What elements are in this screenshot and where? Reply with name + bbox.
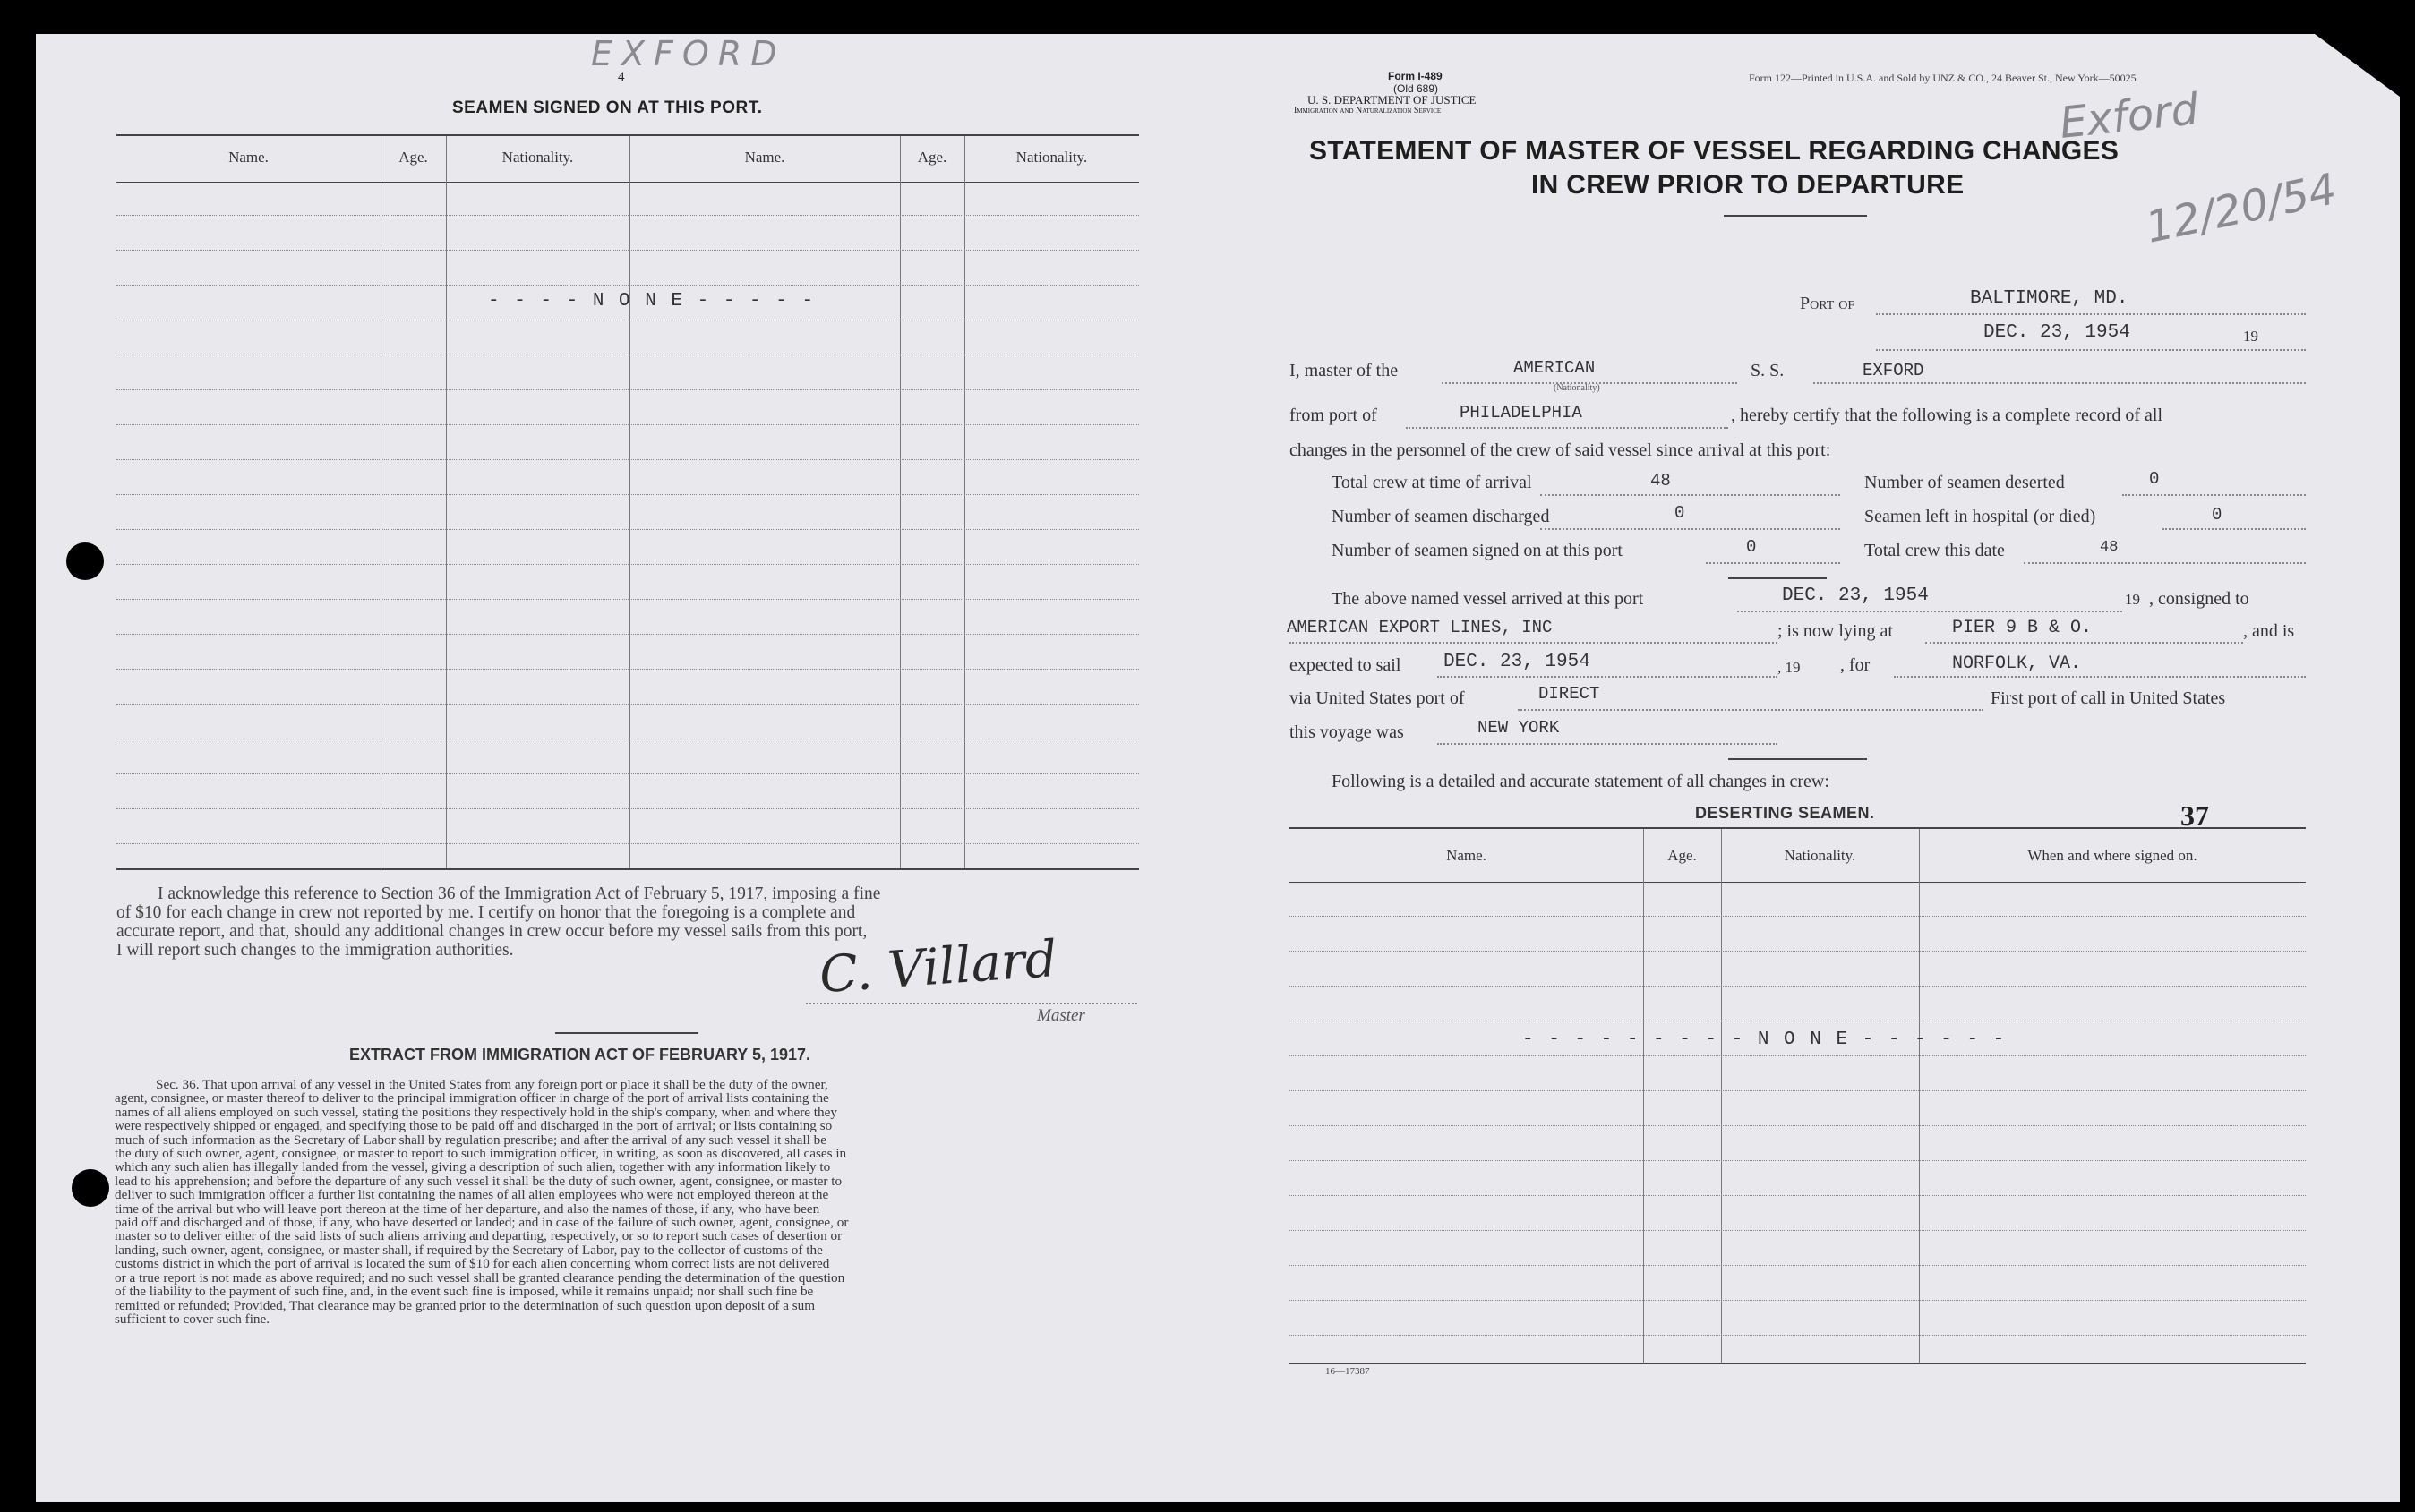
left-header-name-1: Name. [228, 149, 269, 166]
lying-label: ; is now lying at [1777, 621, 1893, 641]
form-old-number: (Old 689) [1393, 82, 1439, 95]
for-label: , for [1840, 655, 1871, 675]
right-table-top-rule [1289, 827, 2306, 829]
total-this-date-label: Total crew this date [1864, 541, 2005, 560]
table-row-line [116, 285, 1139, 286]
table-row-line [1289, 951, 2306, 952]
discharged-value: 0 [1674, 503, 1685, 523]
column-divider [1643, 829, 1644, 1363]
table-row-line [116, 669, 1139, 670]
table-row-line [116, 773, 1139, 774]
folded-corner [2315, 34, 2400, 97]
ss-label: S. S. [1751, 361, 1785, 380]
top-mark: 4 [618, 70, 625, 84]
first-port-label: First port of call in United States [1991, 688, 2226, 708]
extract-line: sufficient to cover such fine. [115, 1311, 270, 1327]
column-divider [446, 136, 447, 868]
form-number: Form I-489 [1388, 70, 1443, 82]
ack-line: accurate report, and that, should any additional changes in crew occur before my vessel sails from this port, [116, 922, 868, 941]
table-row-line [1289, 1090, 2306, 1091]
extract-line: were respectively shipped or engaged, and specifying those to be paid off and discharged in the port of arrival; or lists containing so [115, 1118, 833, 1134]
table-row-line [1289, 1335, 2306, 1336]
extract-line: which any such alien has illegally landed from the vessel, giving a description of such alien, together with any information likely to [115, 1159, 831, 1175]
department-name: U. S. DEPARTMENT OF JUSTICE [1307, 93, 1477, 107]
extract-line: remitted or refunded; Provided, That clearance may be granted prior to the determination of such question upon deposit of a sum [115, 1297, 816, 1313]
following-text: Following is a detailed and accurate statement of all changes in crew: [1332, 772, 1829, 791]
discharged-label: Number of seamen discharged [1332, 507, 1550, 526]
extract-line: the duty of such owner, agent, consignee, or master to report to such immigration officer, in writing, as soon as discovered, all cases in [115, 1146, 847, 1162]
extract-line: much of such information as the Secretary of Labor shall by regulation prescribe; and after the arrival of any such vessel it shall be [115, 1132, 826, 1148]
field-line [1437, 676, 1777, 678]
field-line [1518, 709, 1983, 711]
master-signature: C. Villard [818, 929, 1059, 1005]
column-divider [900, 136, 901, 868]
field-line [1706, 562, 1840, 564]
changes-text: changes in the personnel of the crew of said vessel since arrival at this port: [1289, 440, 1831, 460]
for-value: NORFOLK, VA. [1952, 653, 2082, 674]
hospital-label: Seamen left in hospital (or died) [1864, 507, 2096, 526]
hospital-value: 0 [2212, 505, 2222, 525]
extract-line: names of all aliens employed on such vessel, stating the positions they respectively hold in the ship's company, when and where they [115, 1104, 837, 1120]
arrived-suffix: 19 [2125, 591, 2140, 608]
deserting-seamen-title: DESERTING SEAMEN. [1695, 804, 1875, 822]
left-header-age-1: Age. [398, 149, 428, 166]
table-row-line [1289, 1195, 2306, 1196]
table-row-line [116, 634, 1139, 635]
signed-on-value: 0 [1746, 537, 1757, 557]
right-header-nationality: Nationality. [1784, 847, 1856, 864]
table-row-line [116, 459, 1139, 460]
ack-line: I acknowledge this reference to Section 36 of the Immigration Act of February 5, 1917, imposing a fine [158, 884, 881, 903]
deserted-value: 0 [2149, 469, 2160, 489]
field-line [1540, 494, 1840, 496]
deserted-label: Number of seamen deserted [1864, 473, 2065, 492]
form-title-line-2: IN CREW PRIOR TO DEPARTURE [1531, 170, 1965, 200]
expected-suffix: , 19 [1777, 659, 1801, 676]
from-port-field-line [1406, 427, 1728, 429]
signature-line [806, 1003, 1137, 1004]
total-crew-arrival-label: Total crew at time of arrival [1332, 473, 1532, 492]
date-field-line [1876, 349, 2306, 351]
table-row-line [116, 389, 1139, 390]
nationality-caption: (Nationality) [1554, 383, 1600, 393]
arrived-label: The above named vessel arrived at this port [1332, 589, 1644, 609]
handwritten-vessel-name-right: Exford [2057, 84, 2201, 149]
extract-line: master so to deliver either of the said lists of such aliens arriving and departing, respectively, or so to report such cases of desertion or [115, 1228, 843, 1244]
section-divider [1728, 577, 1827, 579]
via-label: via United States port of [1289, 688, 1465, 708]
section-divider [1728, 758, 1867, 760]
field-line [1540, 528, 1840, 530]
extract-line: Sec. 36. That upon arrival of any vessel in the United States from any foreign port or place it shall be the duty of the owner, [156, 1077, 828, 1092]
arrived-value: DEC. 23, 1954 [1782, 585, 1929, 606]
consignee-value: AMERICAN EXPORT LINES, INC [1287, 618, 1553, 637]
port-value: BALTIMORE, MD. [1970, 288, 2128, 309]
port-field-line [1876, 313, 2306, 315]
table-row-line [116, 215, 1139, 216]
table-row-line [116, 529, 1139, 530]
right-header-age: Age. [1667, 847, 1697, 864]
right-table-header-rule [1289, 882, 2306, 883]
left-table-bottom-rule [116, 868, 1139, 870]
right-header-name: Name. [1446, 847, 1486, 864]
handwritten-date: 12/20/54 [2141, 164, 2342, 253]
left-none-entry: - - - - N O N E - - - - - [488, 291, 816, 312]
extract-line: lead to his apprehension; and before the departure of any such vessel it shall be the duty of such owner, agent, consignee, or master to [115, 1173, 843, 1189]
master-of-label: I, master of the [1289, 361, 1399, 380]
right-header-signed-on: When and where signed on. [2027, 847, 2197, 864]
table-row-line [1289, 1055, 2306, 1056]
punch-hole [72, 1169, 109, 1207]
table-row-line [116, 424, 1139, 425]
seamen-signed-on-title: SEAMEN SIGNED ON AT THIS PORT. [452, 98, 763, 117]
right-table-bottom-rule [1289, 1363, 2306, 1364]
form-title-line-1: STATEMENT OF MASTER OF VESSEL REGARDING CHANGES [1309, 136, 2120, 166]
field-line [2024, 562, 2306, 564]
extract-text [115, 1078, 1142, 1326]
page-number: 37 [2180, 799, 2209, 832]
right-none-entry: - - - - - - - - - N O N E - - - - - - [1522, 1029, 2007, 1050]
nationality-value: AMERICAN [1513, 358, 1596, 378]
extract-divider [555, 1032, 698, 1034]
expected-label: expected to sail [1289, 655, 1401, 675]
extract-line: customs district in which the port of arrival is located the sum of $10 for each alien concerning whom correct lists are not delivered [115, 1256, 830, 1272]
left-header-nationality-2: Nationality. [1015, 149, 1088, 166]
left-header-nationality-1: Nationality. [501, 149, 574, 166]
column-divider [964, 136, 965, 868]
column-divider [1721, 829, 1722, 1363]
total-this-date-value: 48 [2100, 539, 2119, 556]
vessel-field-line [1813, 382, 2306, 384]
printer-note: Form 122—Printed in U.S.A. and Sold by UNZ & CO., 24 Beaver St., New York—50025 [1749, 72, 2137, 84]
master-label: Master [1037, 1006, 1085, 1025]
extract-line: or a true report is not made as above required; and no such vessel shall be granted clearance pending the determination of the question [115, 1269, 845, 1286]
voyage-value: NEW YORK [1477, 718, 1560, 738]
footer-code: 16—17387 [1325, 1366, 1370, 1377]
table-row-line [116, 564, 1139, 565]
certify-text: , hereby certify that the following is a complete record of all [1731, 406, 2163, 425]
and-is-text: , and is [2243, 621, 2295, 641]
extract-line: agent, consignee, or master thereof to deliver to the principal immigration officer in charge of the port of arrival lists containing the [115, 1090, 829, 1106]
port-of-label: Port of [1800, 294, 1855, 313]
extract-line: landing, such owner, agent, consignee, or master shall, if required by the Secretary of Labor, pay to the collector of customs of the [115, 1242, 823, 1258]
left-header-name-2: Name. [744, 149, 785, 166]
table-row-line [116, 250, 1139, 251]
field-line [2162, 528, 2306, 530]
field-line [1437, 743, 1777, 745]
lying-value: PIER 9 B & O. [1952, 618, 2093, 638]
handwritten-vessel-name: EXFORD [591, 34, 786, 73]
extract-line: time of the arrival but who will leave port thereon at the time of her departure, and also the names of those, if any, who have been [115, 1200, 820, 1217]
column-divider [629, 136, 630, 868]
punch-hole [66, 542, 104, 580]
from-port-value: PHILADELPHIA [1460, 403, 1582, 423]
table-row-line [1289, 1230, 2306, 1231]
table-row-line [1289, 1125, 2306, 1126]
table-row-line [116, 808, 1139, 809]
ack-line: I will report such changes to the immigration authorities. [116, 941, 514, 960]
consigned-label: , consigned to [2149, 589, 2249, 609]
field-line [1894, 676, 2306, 678]
from-port-label: from port of [1289, 406, 1377, 425]
signed-on-label: Number of seamen signed on at this port [1332, 541, 1623, 560]
table-row-line [116, 843, 1139, 844]
date-suffix: 19 [2243, 328, 2258, 345]
column-divider [1919, 829, 1920, 1363]
left-table-top-rule [116, 134, 1139, 136]
extract-line: of the liability to the payment of such fine, and, in the event such fine is imposed, while it remains unpaid; nor shall such fine be [115, 1284, 814, 1300]
extract-title: EXTRACT FROM IMMIGRATION ACT OF FEBRUARY 5, 1917. [349, 1046, 811, 1064]
extract-line: paid off and discharged and of those, if any, who have deserted or landed; and in case of the failure of such owner, agent, consignee, or [115, 1215, 849, 1231]
table-row-line [1289, 1265, 2306, 1266]
table-row-line [1289, 986, 2306, 987]
left-table-header-rule [116, 182, 1139, 183]
title-underline [1724, 215, 1867, 217]
ack-line: of $10 for each change in crew not reported by me. I certify on honor that the foregoing is a complete and [116, 903, 856, 922]
left-header-age-2: Age. [917, 149, 947, 166]
service-name: Immigration and Naturalization Service [1294, 106, 1442, 115]
vessel-value: EXFORD [1863, 361, 1924, 380]
expected-value: DEC. 23, 1954 [1443, 652, 1590, 672]
field-line [1737, 611, 2122, 612]
date-value: DEC. 23, 1954 [1983, 322, 2130, 343]
field-line [1925, 642, 2243, 644]
table-row-line [116, 704, 1139, 705]
field-line [1289, 642, 1777, 644]
voyage-label: this voyage was [1289, 722, 1404, 742]
field-line [2122, 494, 2306, 496]
table-row-line [116, 599, 1139, 600]
total-crew-arrival-value: 48 [1650, 471, 1671, 491]
table-row-line [1289, 916, 2306, 917]
table-row-line [116, 494, 1139, 495]
extract-line: deliver to such immigration officer a further list containing the names of all alien employees who were not employed thereon at the [115, 1187, 829, 1203]
table-row-line [1289, 1300, 2306, 1301]
via-value: DIRECT [1538, 684, 1600, 704]
table-row-line [1289, 1160, 2306, 1161]
